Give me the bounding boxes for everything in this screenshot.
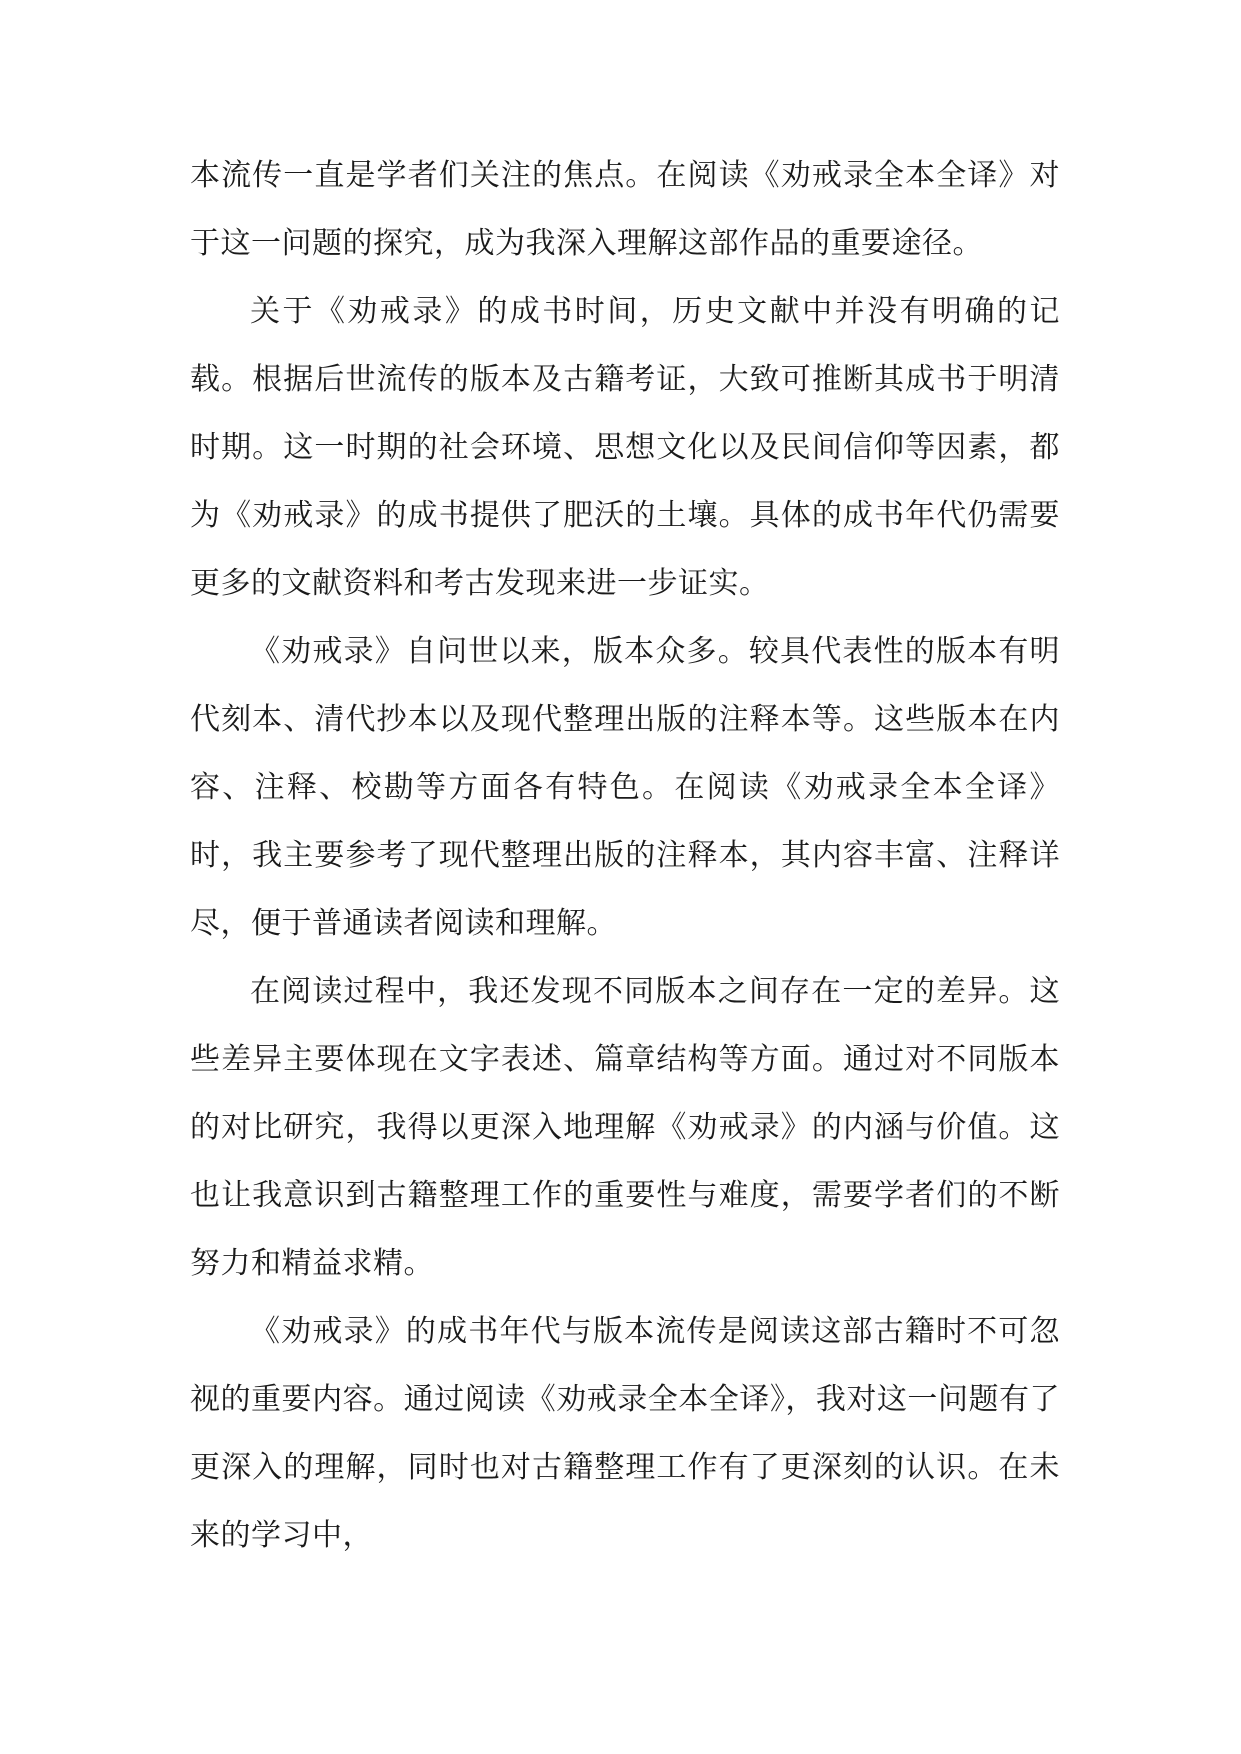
paragraph-differences: 在阅读过程中，我还发现不同版本之间存在一定的差异。这些差异主要体现在文字表述、篇章结构等方面。通过对不同版本的对比研究，我得以更深入地理解《劝戒录》的内涵与价值。这也让我意识到古籍整理工作的重要性与难度，需要学者们的不断努力和精益求精。 — [190, 974, 1060, 1281]
paragraph-dating: 关于《劝戒录》的成书时间，历史文献中并没有明确的记载。根据后世流传的版本及古籍考证，大致可推断其成书于明清时期。这一时期的社会环境、思想文化以及民间信仰等因素，都为《劝戒录》的成书提供了肥沃的土壤。具体的成书年代仍需要更多的文献资料和考古发现来进一步证实。 — [190, 294, 1060, 601]
body-text — [190, 142, 1060, 1570]
paragraph-continued: 本流传一直是学者们关注的焦点。在阅读《劝戒录全本全译》对于这一问题的探究，成为我深入理解这部作品的重要途径。 — [190, 158, 1060, 261]
paragraph-editions: 《劝戒录》自问世以来，版本众多。较具代表性的版本有明代刻本、清代抄本以及现代整理出版的注释本等。这些版本在内容、注释、校勘等方面各有特色。在阅读《劝戒录全本全译》时，我主要参考了现代整理出版的注释本，其内容丰富、注释详尽，便于普通读者阅读和理解。 — [190, 634, 1060, 941]
paragraph-conclusion: 《劝戒录》的成书年代与版本流传是阅读这部古籍时不可忽视的重要内容。通过阅读《劝戒录全本全译》，我对这一问题有了更深入的理解，同时也对古籍整理工作有了更深刻的认识。在未来的学习中， — [190, 1314, 1060, 1553]
